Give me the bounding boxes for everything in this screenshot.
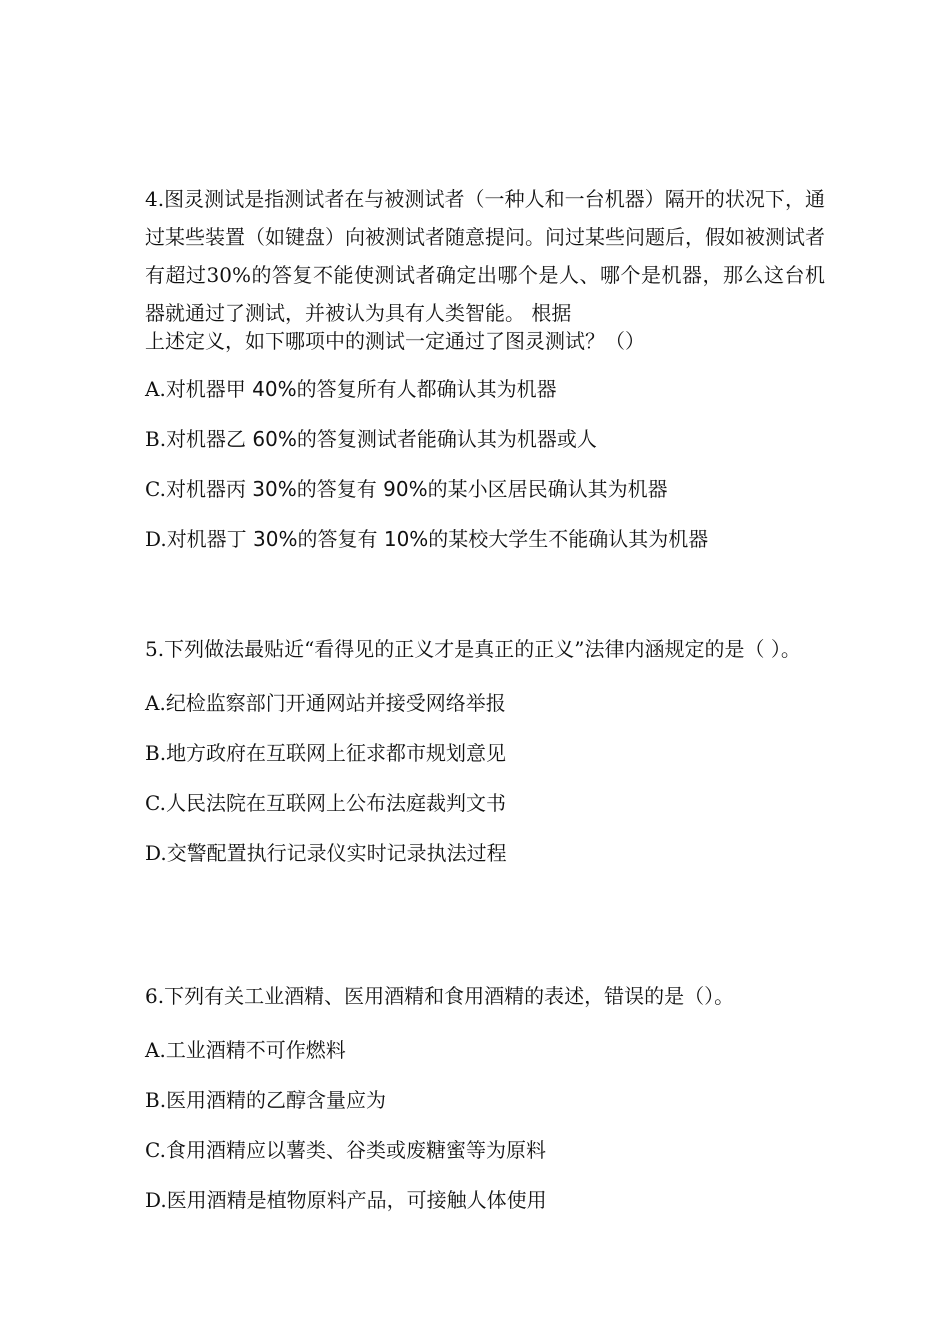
option-a (145, 1025, 825, 1075)
option-text: 对机器乙 60%的答复测试者能确认其为机器或人 (166, 427, 597, 451)
question-stem-text: 5.下列做法最贴近“看得见的正义才是真正的正义”法律内涵规定的是（ ）。 (145, 637, 801, 661)
option-b (145, 1075, 825, 1125)
option-letter: C. (145, 477, 166, 501)
option-letter: D. (145, 841, 167, 865)
option-letter: A. (145, 691, 166, 715)
option-list (145, 678, 825, 878)
option-letter: C. (145, 791, 166, 815)
option-c (145, 1125, 825, 1175)
option-letter: D. (145, 1188, 167, 1212)
option-letter: C. (145, 1138, 166, 1162)
option-text: 地方政府在互联网上征求都市规划意见 (166, 741, 507, 765)
option-list (145, 364, 825, 564)
option-letter: B. (145, 427, 167, 451)
option-a (145, 678, 825, 728)
option-text: 工业酒精不可作燃料 (165, 1038, 346, 1062)
option-d (145, 1175, 825, 1225)
option-text: 医用酒精的乙醇含量应为 (166, 1088, 387, 1112)
option-b (145, 728, 825, 778)
option-text: 医用酒精是植物原料产品，可接触人体使用 (166, 1188, 547, 1212)
option-text: 对机器丙 30%的答复有 90%的某小区居民确认其为机器 (165, 477, 668, 501)
option-letter: A. (145, 377, 166, 401)
option-letter: B. (145, 741, 167, 765)
option-d (145, 514, 825, 564)
option-a (145, 364, 825, 414)
option-text: 食用酒精应以薯类、谷类或废糖蜜等为原料 (165, 1138, 546, 1162)
question-stem-text: 4.图灵测试是指测试者在与被测试者（一种人和一台机器）隔开的状况下，通过某些装置（如键盘）向被测试者随意提问。问过某些问题后，假如被测试者有超过30%的答复不能使测试者确定出哪个是人、哪个是机器，那么这台机器就通过了测试，并被认为具有人类智能。 根据 (145, 187, 825, 325)
option-list (145, 1025, 825, 1225)
option-letter: D. (145, 527, 167, 551)
option-letter: B. (145, 1088, 167, 1112)
question-5 (145, 630, 825, 878)
question-6 (145, 977, 825, 1225)
option-text: 人民法院在互联网上公布法庭裁判文书 (165, 791, 506, 815)
question-stem (145, 630, 825, 668)
question-stem (145, 977, 825, 1015)
question-4 (145, 180, 825, 564)
option-letter: A. (145, 1038, 166, 1062)
option-b (145, 414, 825, 464)
option-d (145, 828, 825, 878)
option-c (145, 778, 825, 828)
option-text: 对机器丁 30%的答复有 10%的某校大学生不能确认其为机器 (166, 527, 709, 551)
option-text: 纪检监察部门开通网站并接受网络举报 (165, 691, 506, 715)
option-c (145, 464, 825, 514)
option-text: 交警配置执行记录仪实时记录执法过程 (166, 841, 507, 865)
question-stem-text: 6.下列有关工业酒精、医用酒精和食用酒精的表述，错误的是（）。 (145, 984, 735, 1008)
question-stem-text-continued: 上述定义，如下哪项中的测试一定通过了图灵测试？（） (145, 329, 645, 353)
option-text: 对机器甲 40%的答复所有人都确认其为机器 (165, 377, 557, 401)
question-stem (145, 180, 825, 354)
